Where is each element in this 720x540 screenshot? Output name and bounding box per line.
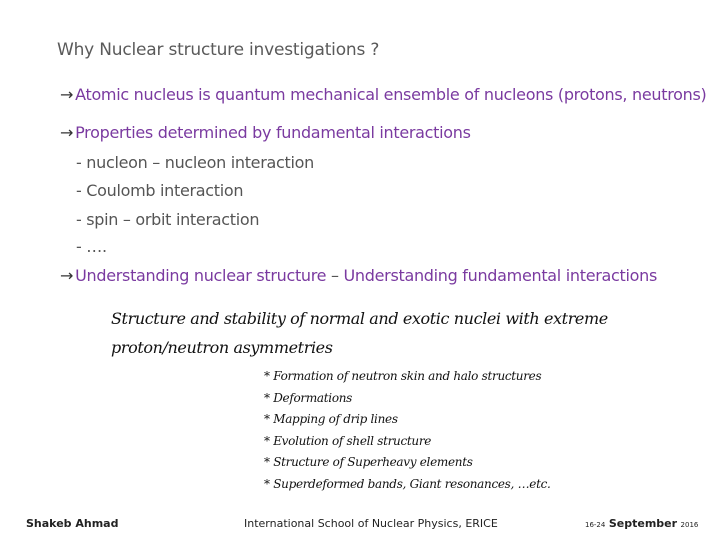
slide-title: Why Nuclear structure investigations ? [57, 40, 380, 60]
footer-month: September [608, 517, 678, 530]
point-text: Properties determined by fundamental interactions [75, 123, 471, 142]
detail-item: * Formation of neutron skin and halo structures [264, 369, 542, 383]
detail-item: * Mapping of drip lines [264, 412, 398, 427]
sub-item-coulomb: - Coulomb interaction [76, 181, 244, 200]
right-arrow-icon: → [60, 266, 74, 285]
sub-item-spin-orbit: - spin – orbit interaction [76, 210, 260, 229]
detail-item: * Structure of Superheavy elements [264, 455, 473, 470]
point-part2: Understanding fundamental interactions [343, 266, 658, 285]
footer-date [585, 517, 698, 530]
paragraph-line-1: Structure and stability of normal and exotic nuclei with extreme [111, 309, 608, 328]
footer-year: 2016 [680, 521, 699, 529]
detail-item: * Superdeformed bands, Giant resonances, …etc. [264, 476, 551, 491]
sub-item-ellipsis: - …. [76, 237, 107, 256]
sub-item-nucleon: - nucleon – nucleon interaction [76, 153, 314, 172]
right-arrow-icon: → [60, 123, 74, 142]
point-part1: Understanding nuclear structure [75, 266, 327, 285]
point-properties [60, 123, 471, 142]
point-separator: – [326, 266, 344, 285]
right-arrow-icon: → [60, 85, 74, 104]
detail-item: * Deformations [264, 390, 353, 405]
point-understanding [60, 266, 657, 285]
footer-dates: 16-24 [585, 521, 606, 529]
point-text: Atomic nucleus is quantum mechanical ensemble of nucleons (protons, neutrons) [75, 85, 707, 104]
paragraph-line-2: proton/neutron asymmetries [111, 338, 333, 357]
detail-list [264, 366, 551, 496]
footer-author: Shakeb Ahmad [26, 517, 119, 530]
detail-item: * Evolution of shell structure [264, 433, 432, 448]
point-atomic-nucleus [60, 85, 706, 104]
footer-event: International School of Nuclear Physics, ERICE [244, 517, 498, 530]
